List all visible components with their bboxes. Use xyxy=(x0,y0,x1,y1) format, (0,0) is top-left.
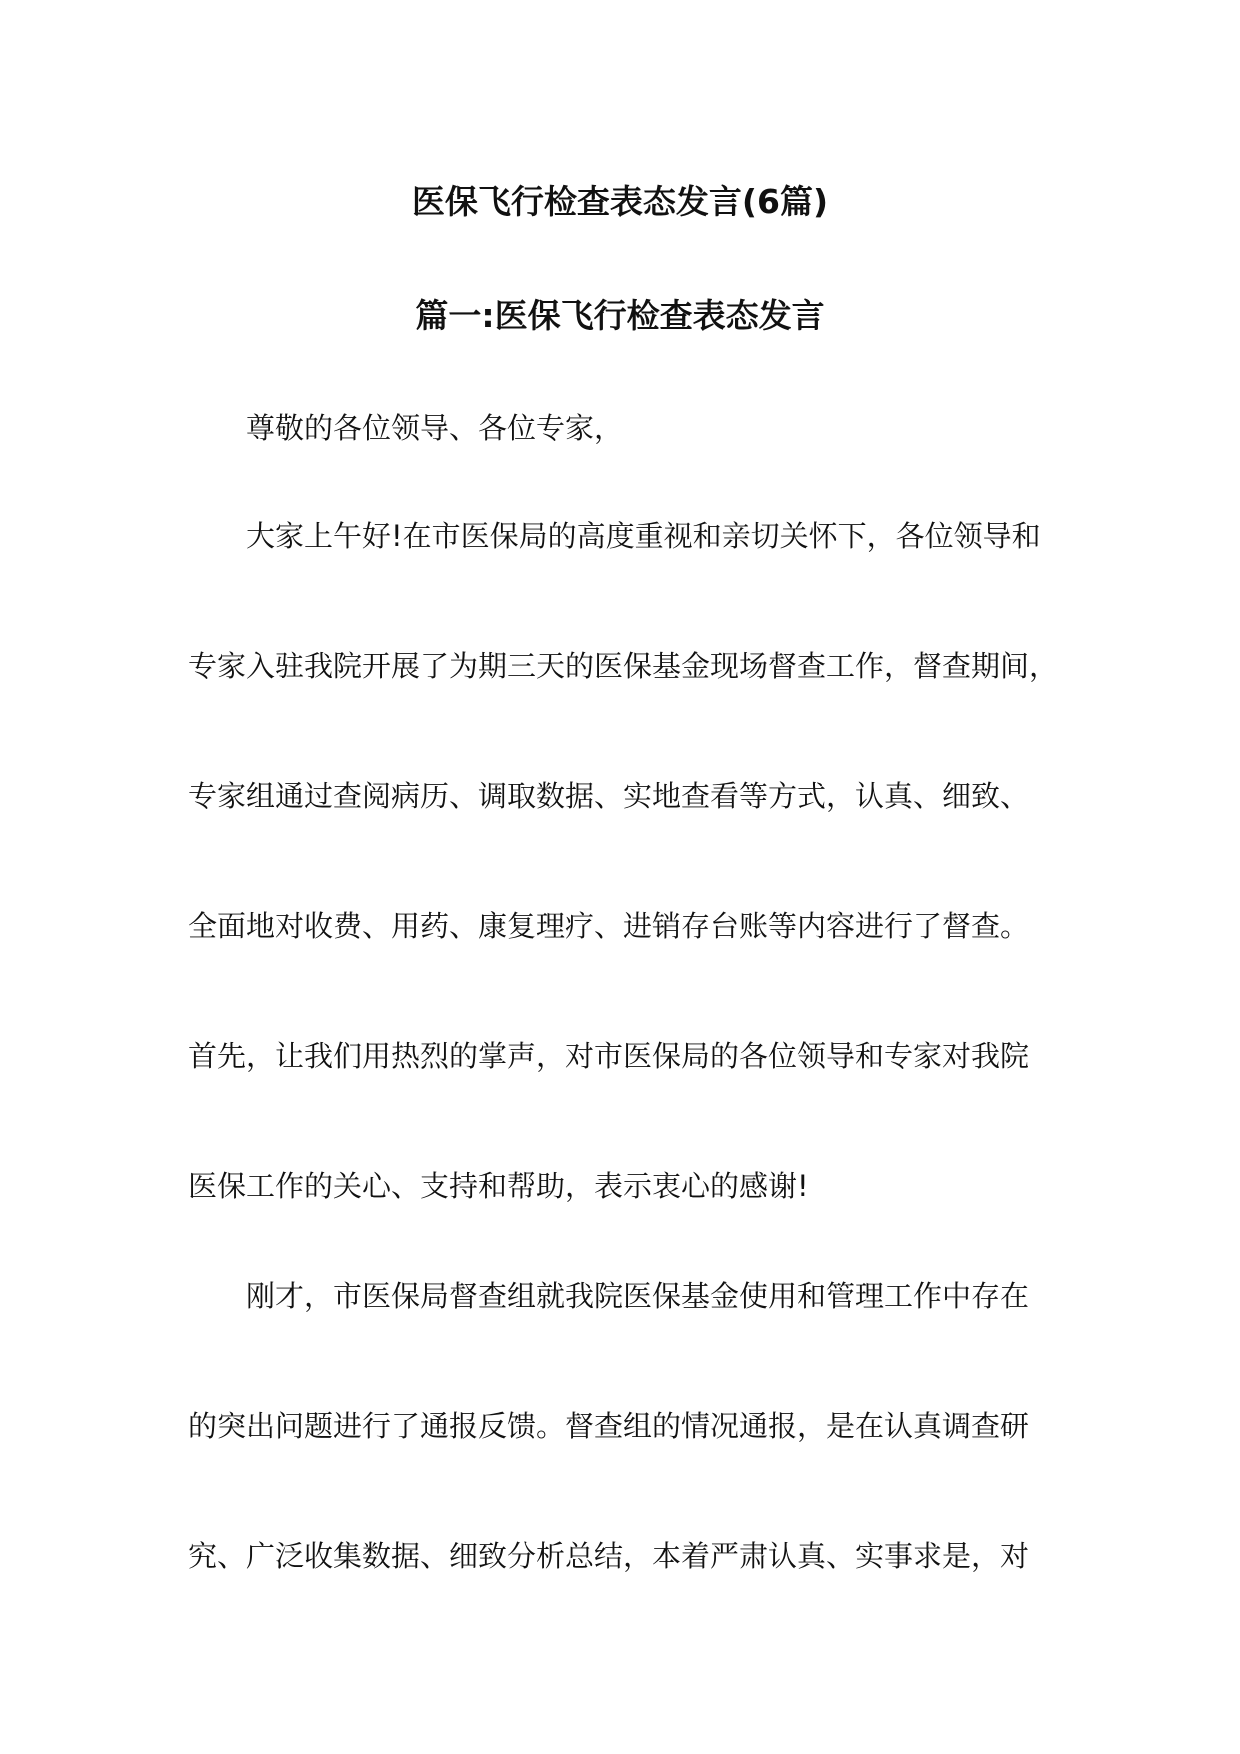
section-heading: 篇一:医保飞行检查表态发言 xyxy=(415,296,825,335)
document-title: 医保飞行检查表态发言(6篇) xyxy=(411,182,829,221)
paragraph-line: 尊敬的各位领导、各位专家， xyxy=(246,411,624,445)
paragraph-line: 首先，让我们用热烈的掌声，对市医保局的各位领导和专家对我院 xyxy=(188,1039,1030,1073)
paragraph-line: 刚才，市医保局督查组就我院医保基金使用和管理工作中存在 xyxy=(246,1279,1030,1313)
paragraph-line: 的突出问题进行了通报反馈。督查组的情况通报，是在认真调查研 xyxy=(188,1409,1030,1443)
paragraph-line: 专家入驻我院开展了为期三天的医保基金现场督查工作，督查期间， xyxy=(188,649,1059,683)
paragraph-line: 专家组通过查阅病历、调取数据、实地查看等方式，认真、细致、 xyxy=(188,779,1030,813)
paragraph-line: 大家上午好!在市医保局的高度重视和亲切关怀下，各位领导和 xyxy=(246,519,1041,553)
paragraph-line: 医保工作的关心、支持和帮助，表示衷心的感谢! xyxy=(188,1169,809,1203)
paragraph-line: 究、广泛收集数据、细致分析总结，本着严肃认真、实事求是，对 xyxy=(188,1539,1030,1573)
paragraph-line: 全面地对收费、用药、康复理疗、进销存台账等内容进行了督查。 xyxy=(188,909,1030,943)
